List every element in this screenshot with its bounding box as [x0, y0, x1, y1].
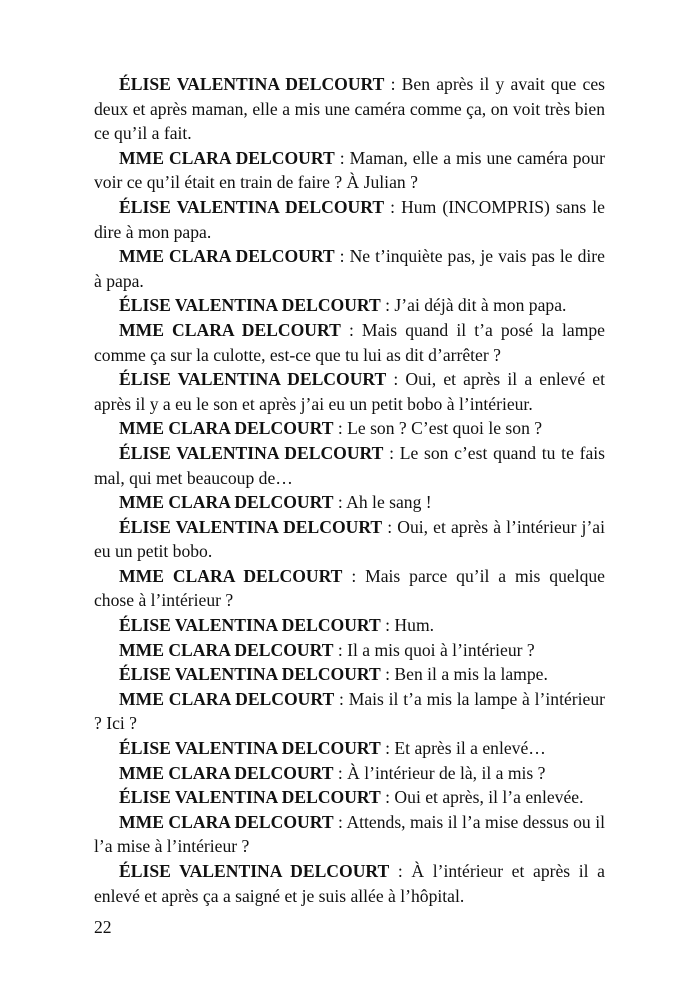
dialogue-line — [94, 367, 605, 416]
dialogue-text: : Attends, mais il l’a mise dessus ou il l’a mise à l’intérieur ? — [94, 811, 605, 857]
speaker-name: ÉLISE VALENTINA DELCOURT — [119, 861, 390, 881]
dialogue-text: : Oui et après, il l’a enlevée. — [380, 787, 584, 808]
dialogue-text: : Le son c’est quand tu te fais mal, qui met beaucoup de… — [94, 442, 605, 488]
dialogue-line — [94, 736, 605, 761]
speaker-name: ÉLISE VALENTINA DELCOURT — [119, 369, 387, 390]
dialogue-line — [94, 638, 605, 663]
dialogue-text: : Ben il a mis la lampe. — [380, 664, 548, 685]
speaker-name: MME CLARA DELCOURT — [119, 565, 343, 586]
dialogue-line — [94, 515, 605, 564]
dialogue-line — [94, 293, 605, 318]
speaker-name: MME CLARA DELCOURT — [119, 492, 334, 513]
dialogue-line — [94, 195, 605, 244]
transcript-page — [94, 72, 605, 908]
dialogue-line — [94, 613, 605, 638]
speaker-name: ÉLISE VALENTINA DELCOURT — [119, 516, 383, 537]
speaker-name: MME CLARA DELCOURT — [119, 639, 334, 660]
speaker-name: MME CLARA DELCOURT — [119, 762, 334, 783]
dialogue-text: : Ah le sang ! — [333, 492, 432, 513]
dialogue-text: : À l’intérieur et après il a enlevé et après ça a saigné et je suis allée à l’hôpital. — [94, 861, 605, 906]
speaker-name: MME CLARA DELCOURT — [119, 688, 335, 709]
dialogue-line — [94, 564, 605, 613]
dialogue-text: : Il a mis quoi à l’intérieur ? — [333, 639, 535, 660]
dialogue-line — [94, 490, 605, 515]
dialogue-text: : Le son ? C’est quoi le son ? — [333, 418, 543, 439]
dialogue-line — [94, 761, 605, 786]
dialogue-text: : J’ai déjà dit à mon papa. — [380, 295, 567, 316]
dialogue-line — [94, 687, 605, 736]
dialogue-text: : Hum (INCOMPRIS) sans le dire à mon papa. — [94, 196, 605, 242]
dialogue-line — [94, 416, 605, 441]
speaker-name: ÉLISE VALENTINA DELCOURT — [119, 738, 381, 759]
dialogue-text: : Maman, elle a mis une caméra pour voir ce qu’il était en train de faire ? À Julian ? — [94, 147, 605, 193]
speaker-name: MME CLARA DELCOURT — [119, 147, 335, 168]
dialogue-text: : Mais quand il t’a posé la lampe comme ça sur la culotte, est-ce que tu lui as dit d’arrêter ? — [94, 319, 605, 365]
dialogue-line — [94, 244, 605, 293]
speaker-name: ÉLISE VALENTINA DELCOURT — [119, 196, 385, 217]
dialogue-text: : Oui, et après à l’intérieur j’ai eu un petit bobo. — [94, 516, 605, 562]
speaker-name: ÉLISE VALENTINA DELCOURT — [119, 615, 381, 636]
dialogue-text: : Et après il a enlevé… — [380, 738, 546, 759]
dialogue-line — [94, 859, 605, 908]
speaker-name: MME CLARA DELCOURT — [119, 418, 334, 439]
dialogue-line — [94, 662, 605, 687]
page-number: 22 — [94, 917, 112, 937]
speaker-name: ÉLISE VALENTINA DELCOURT — [119, 295, 381, 316]
speaker-name: MME CLARA DELCOURT — [119, 319, 341, 340]
dialogue-line — [94, 441, 605, 490]
speaker-name: ÉLISE VALENTINA DELCOURT — [119, 442, 384, 463]
dialogue-line — [94, 810, 605, 859]
speaker-name: ÉLISE VALENTINA DELCOURT — [119, 74, 385, 94]
dialogue-line — [94, 785, 605, 810]
dialogue-text: : Mais il t’a mis la lampe à l’intérieur ? Ici ? — [94, 688, 605, 734]
dialogue-text: : Oui, et après il a enlevé et après il y a eu le son et après j’ai eu un petit bobo à l’intérieur. — [94, 369, 606, 414]
dialogue-line — [94, 72, 605, 146]
dialogue-text: : Ne t’inquiète pas, je vais pas le dire à papa. — [94, 246, 605, 291]
speaker-name: MME CLARA DELCOURT — [119, 246, 335, 267]
speaker-name: ÉLISE VALENTINA DELCOURT — [119, 787, 381, 808]
dialogue-line — [94, 318, 605, 367]
speaker-name: MME CLARA DELCOURT — [119, 811, 334, 832]
dialogue-text: : À l’intérieur de là, il a mis ? — [333, 762, 546, 783]
dialogue-text: : Mais parce qu’il a mis quelque chose à l’intérieur ? — [94, 565, 605, 611]
dialogue-text: : Ben après il y avait que ces deux et après maman, elle a mis une caméra comme ça, on voit très bien ce qu’il a fait. — [94, 74, 606, 144]
dialogue-text: : Hum. — [380, 615, 435, 636]
speaker-name: ÉLISE VALENTINA DELCOURT — [119, 664, 381, 685]
dialogue-line — [94, 146, 605, 195]
